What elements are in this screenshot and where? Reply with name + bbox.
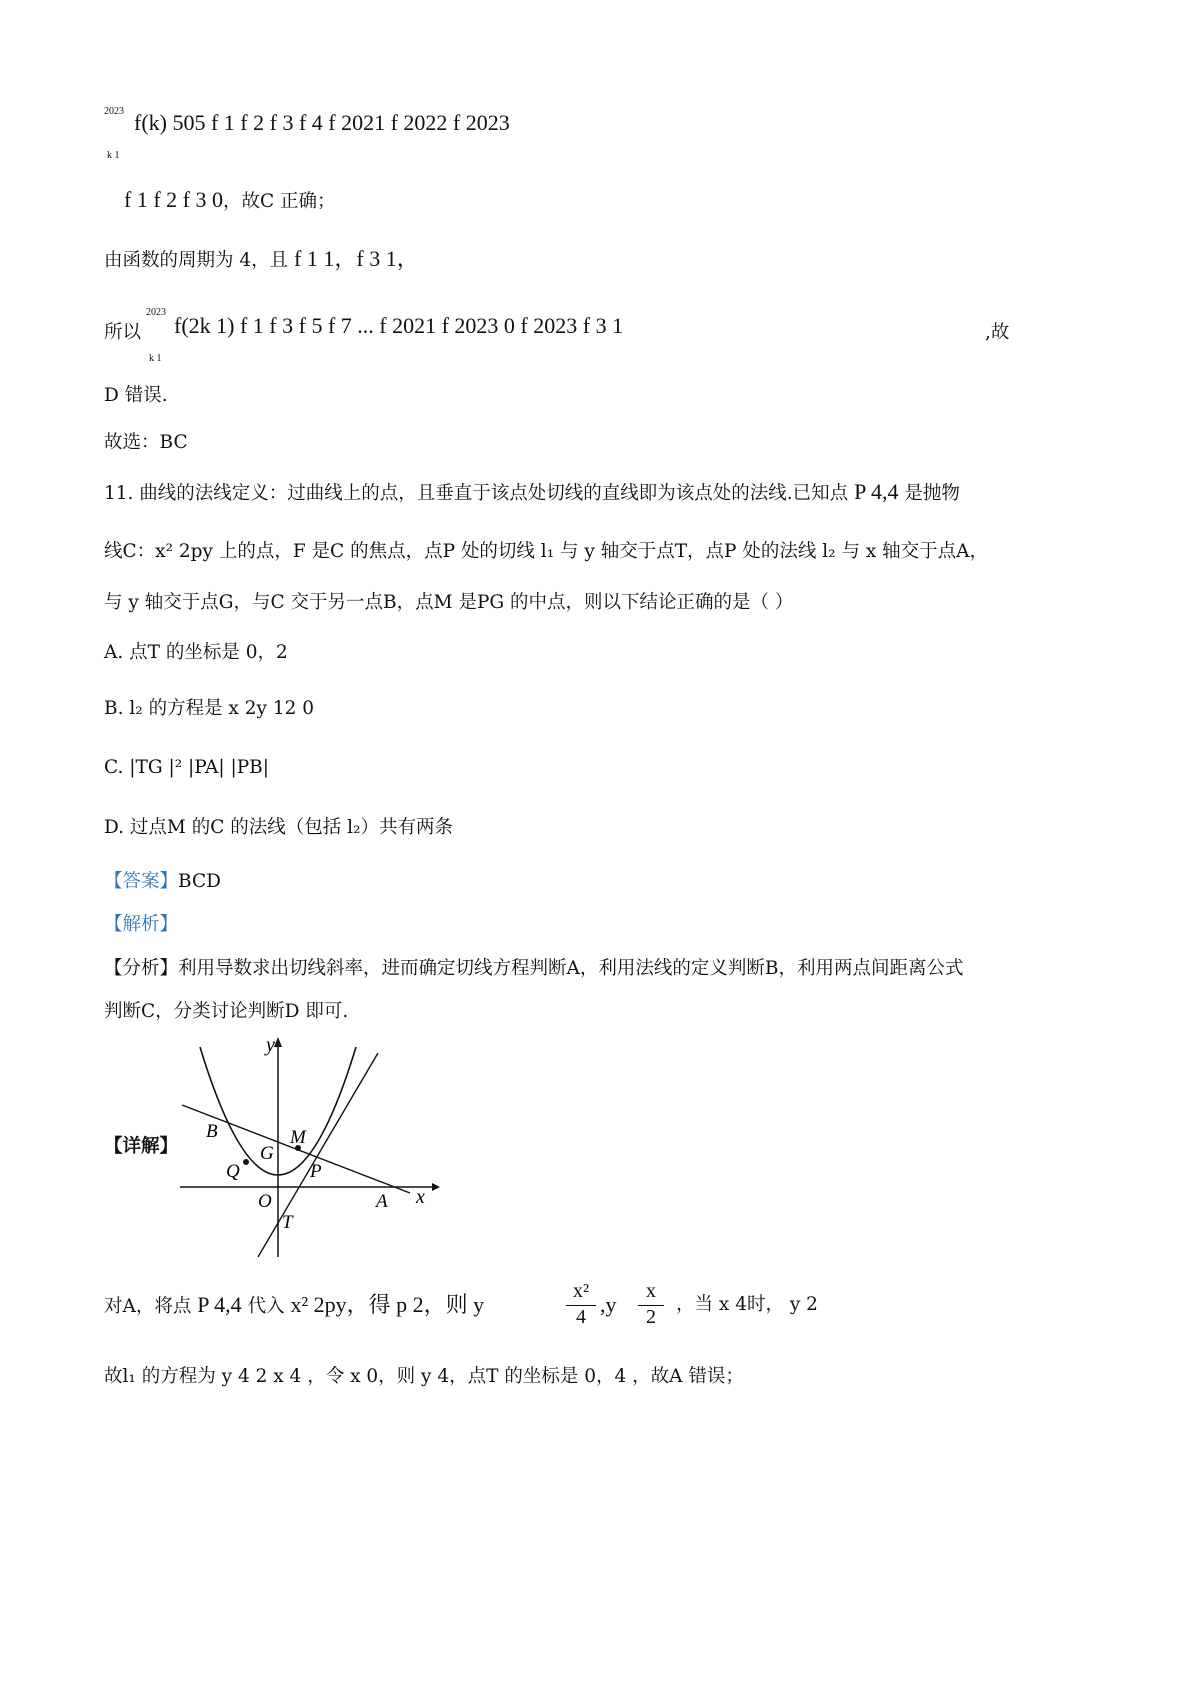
q11-line3: 与 y 轴交于点G，与C 交于另一点B，点M 是PG 的中点，则以下结论正确的是（ ） <box>104 592 794 613</box>
q11-text-a: 11. 曲线的法线定义：过曲线上的点，且垂直于该点处切线的直线即为该点处的法线.已知点 <box>104 483 849 504</box>
solution-line2 <box>104 1364 744 1390</box>
line2-tail: ，故C 正确； <box>222 191 336 212</box>
detail-label: 【详解】 <box>104 1136 179 1157</box>
x-axis-label: x <box>416 1186 425 1208</box>
sol1-a: 对A，将点 <box>104 1296 192 1317</box>
sum2-expression: f(2k 1) f 1 f 3 f 5 f 7 ... f 2021 f 2023 0 f 2023 f 3 1 <box>174 313 624 338</box>
sol1-point: P 4,4 <box>197 1292 242 1317</box>
sum2-upper-limit: 2023 <box>146 307 166 318</box>
fraction-x2-over-4 <box>566 1280 596 1329</box>
label-t: T <box>282 1212 293 1233</box>
fenxi-line1 <box>104 956 963 982</box>
x-axis-arrow <box>432 1183 440 1191</box>
sum2-lower-limit: k 1 <box>149 353 162 364</box>
q11-point: P 4,4 <box>854 479 899 504</box>
q11-line2: 线C：x² 2py 上的点，F 是C 的焦点，点P 处的切线 l₁ 与 y 轴交于点T，点P 处的法线 l₂ 与 x 轴交于点A， <box>104 541 989 562</box>
analysis-label: 【解析】 <box>104 914 179 935</box>
label-p: P <box>310 1161 322 1182</box>
sol2-b: l₁ 的方程为 y 4 2 x 4 ，令 x 0，则 y 4，点T 的坐标是 0，4 ，故A 错误； <box>122 1366 744 1387</box>
option-d: D. 过点M 的C 的法线（包括 l₂）共有两条 <box>104 817 454 838</box>
y-axis-arrow <box>274 1037 282 1047</box>
line2-math: f 1 f 2 f 3 0 <box>124 187 223 212</box>
sol1-c: 代入 <box>247 1296 285 1317</box>
line4-tail: ,故 <box>985 322 1010 343</box>
line-c-correct <box>124 187 336 215</box>
label-a: A <box>376 1191 388 1212</box>
frac2-numerator: x <box>646 1280 656 1302</box>
frac1-denominator: 4 <box>566 1305 596 1329</box>
fraction-x-over-2 <box>638 1280 664 1329</box>
answer-value: BCD <box>178 871 221 892</box>
label-m: M <box>290 1127 306 1148</box>
line3-math: f 1 1，f 3 1， <box>294 246 419 271</box>
tangent-line <box>258 1053 378 1257</box>
point-q <box>243 1159 249 1165</box>
sol1-e: ,y <box>600 1292 617 1317</box>
fenxi-line2: 判断C，分类讨论判断D 即可. <box>104 1001 349 1022</box>
line-period <box>104 246 419 274</box>
line4-prefix: 所以 <box>104 322 142 343</box>
label-g: G <box>260 1143 274 1164</box>
q11-text-b: 是抛物 <box>904 483 960 504</box>
label-o: O <box>258 1191 272 1212</box>
sum1-expression: f(k) 505 f 1 f 2 f 3 f 4 f 2021 f 2022 f 2023 <box>134 110 510 135</box>
label-q: Q <box>226 1161 240 1182</box>
parabola-figure <box>170 1035 440 1265</box>
label-b: B <box>206 1121 218 1142</box>
option-c: C. |TG |² |PA| |PB| <box>104 757 269 778</box>
sol1-d: x² 2py，得 p 2，则 y <box>290 1292 485 1317</box>
sol1-f: ，当 x 4时， y 2 <box>676 1294 818 1315</box>
frac2-denominator: 2 <box>638 1305 664 1329</box>
solution-line1 <box>104 1292 484 1320</box>
line-choice: 故选：BC <box>104 432 188 453</box>
line3-text: 由函数的周期为 4，且 <box>104 250 289 271</box>
fenxi-label: 【分析】 <box>104 958 179 979</box>
q11-line1 <box>104 479 960 507</box>
sum1-lower-limit: k 1 <box>107 150 120 161</box>
frac1-numerator: x² <box>573 1280 589 1302</box>
answer-line <box>104 869 221 895</box>
option-a: A. 点T 的坐标是 0，2 <box>104 642 288 663</box>
sol2-a: 故 <box>104 1366 123 1387</box>
answer-label: 【答案】 <box>104 871 179 892</box>
y-axis-label: y <box>266 1035 275 1056</box>
fenxi-text1: 利用导数求出切线斜率，进而确定切线方程判断A，利用法线的定义判断B，利用两点间距离公式 <box>178 958 964 979</box>
sum1-upper-limit: 2023 <box>104 106 124 117</box>
line-d-wrong: D 错误. <box>104 385 168 406</box>
option-b: B. l₂ 的方程是 x 2y 12 0 <box>104 698 315 719</box>
